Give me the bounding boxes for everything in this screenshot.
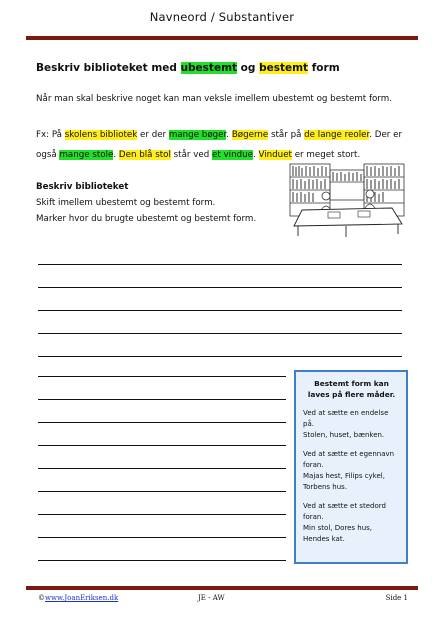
example-text: er der — [137, 130, 169, 140]
info-box-title: Bestemt form kan laves på flere måder. — [307, 379, 396, 399]
writing-line[interactable] — [38, 468, 286, 469]
footer-rule — [26, 586, 418, 590]
page-header-title: Navneord / Substantiver — [149, 10, 295, 24]
example-text: er meget stort. — [291, 150, 361, 160]
info-box-rule: Ved at sætte en endelse på. — [303, 409, 389, 428]
writing-line[interactable] — [38, 560, 286, 561]
library-illustration-icon — [288, 162, 406, 238]
task-instruction-1: Skift imellem ubestemt og bestemt form. — [36, 198, 216, 208]
example-indefinite: mange stole — [59, 150, 114, 160]
section-title-pre: Beskriv biblioteket med — [36, 62, 181, 74]
writing-line[interactable] — [38, 422, 286, 423]
info-box-examples: Min stol, Dores hus, Hendes kat. — [303, 524, 373, 543]
writing-line[interactable] — [38, 310, 402, 311]
example-definite: Vinduet — [258, 150, 292, 160]
section-title-post: form — [308, 62, 340, 74]
task-instruction-2: Marker hvor du brugte ubestemt og bestemt form. — [36, 214, 257, 224]
info-box-block-ending — [303, 408, 400, 441]
section-title-and: og — [237, 62, 260, 74]
example-text: . — [113, 150, 119, 160]
header-rule — [26, 36, 418, 40]
example-definite: Den blå stol — [118, 150, 171, 160]
section-title-definite: bestemt — [259, 62, 309, 74]
info-box-examples: Stolen, huset, bænken. — [303, 431, 385, 439]
example-text: står ved — [170, 150, 213, 160]
footer-author: JE - AW — [198, 594, 225, 602]
definite-form-info-box — [294, 370, 408, 564]
section-title-indefinite: ubestemt — [180, 62, 238, 74]
copyright-symbol: © — [38, 594, 45, 602]
writing-line[interactable] — [38, 356, 402, 357]
writing-line[interactable] — [38, 491, 286, 492]
example-text: Fx: På — [36, 130, 65, 140]
page-number: Side 1 — [385, 594, 408, 602]
writing-line[interactable] — [38, 333, 402, 334]
writing-line[interactable] — [38, 376, 286, 377]
example-definite: skolens bibliotek — [64, 130, 138, 140]
section-title — [36, 62, 340, 74]
website-link[interactable]: www.JoanEriksen.dk — [45, 594, 119, 602]
example-definite: de lange reoler — [304, 130, 370, 140]
info-box-rule: Ved at sætte et egennavn foran. — [303, 450, 395, 469]
task-heading: Beskriv biblioteket — [36, 182, 129, 192]
writing-line[interactable] — [38, 399, 286, 400]
example-paragraph — [36, 125, 410, 165]
writing-line[interactable] — [38, 537, 286, 538]
intro-text: Når man skal beskrive noget kan man veksle imellem ubestemt og bestemt form. — [36, 94, 392, 104]
example-indefinite: et vindue — [212, 150, 253, 160]
info-box-block-proper-noun — [303, 449, 400, 493]
example-text: står på — [268, 130, 305, 140]
writing-line[interactable] — [38, 445, 286, 446]
example-text: . — [226, 130, 232, 140]
info-box-block-pronoun — [303, 501, 400, 545]
example-text: . — [252, 150, 259, 160]
example-definite: Bøgerne — [231, 130, 269, 140]
info-box-rule: Ved at sætte et stedord foran. — [303, 502, 386, 521]
writing-line[interactable] — [38, 264, 402, 265]
footer-copyright — [38, 594, 118, 602]
example-indefinite: mange bøger — [168, 130, 227, 140]
example-text: . Der er også — [36, 130, 403, 160]
info-box-examples: Majas hest, Filips cykel, Torbens hus. — [303, 472, 385, 491]
writing-line[interactable] — [38, 514, 286, 515]
writing-line[interactable] — [38, 287, 402, 288]
